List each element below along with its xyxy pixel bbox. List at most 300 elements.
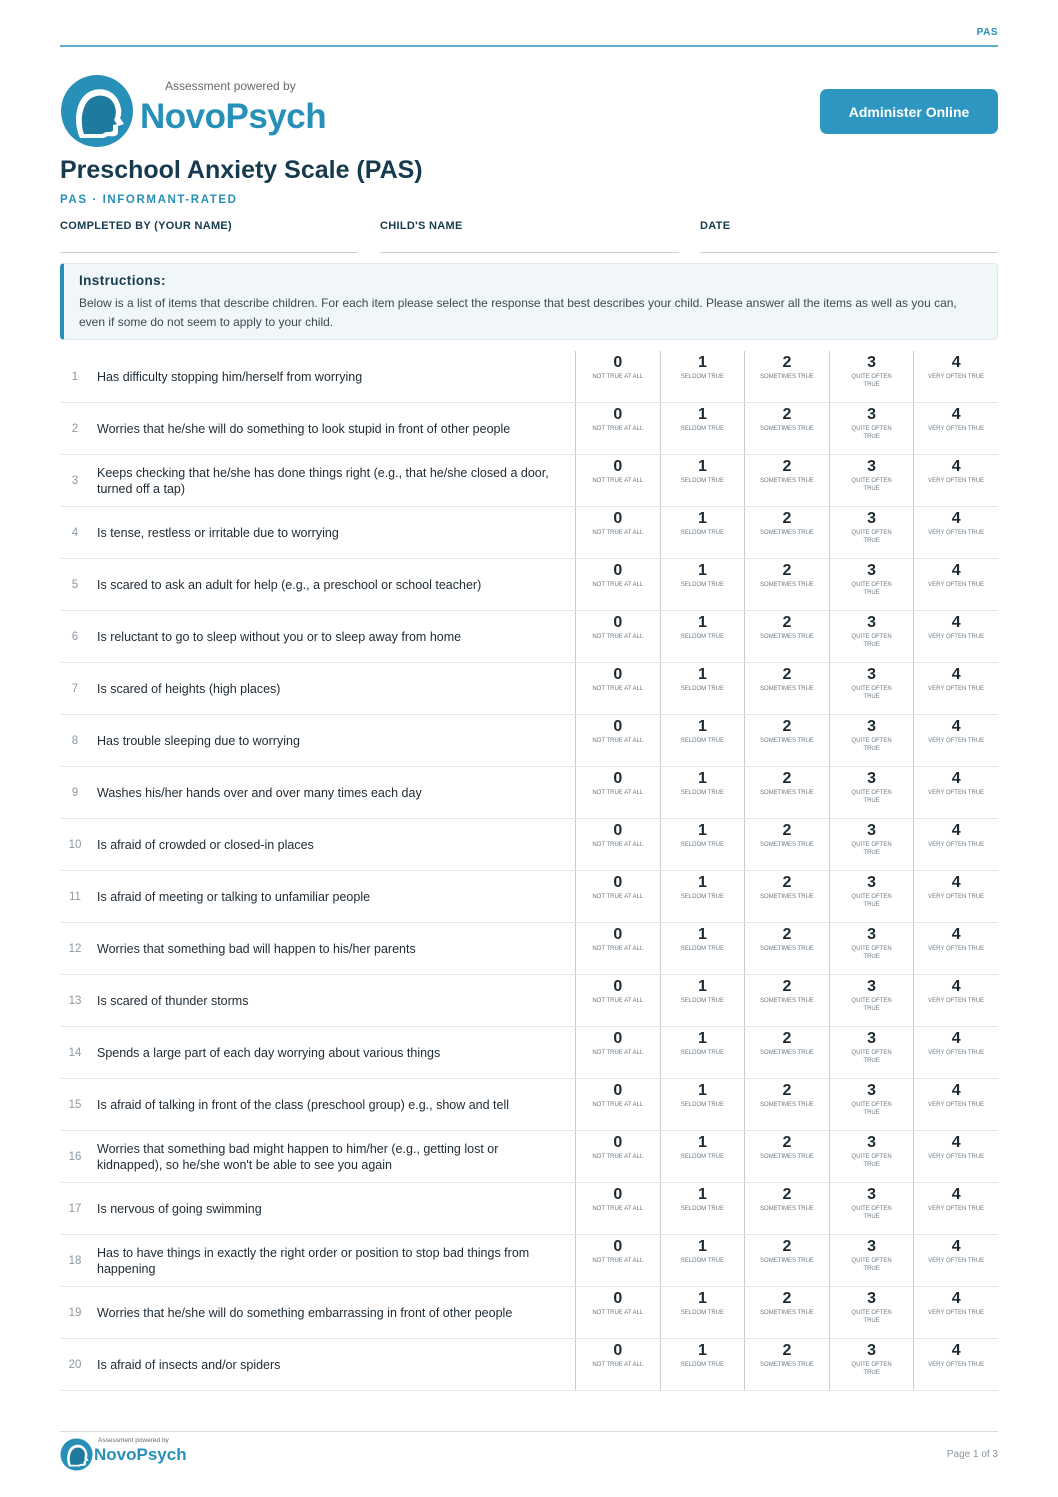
response-option-3[interactable] (829, 975, 914, 1026)
option-value: 2 (782, 614, 792, 631)
option-label: VERY OFTEN TRUE (928, 1206, 985, 1212)
question-number: 9 (71, 786, 79, 799)
response-option-3[interactable] (829, 715, 914, 766)
option-label: SOMETIMES TRUE (760, 790, 814, 796)
option-value: 2 (782, 458, 792, 475)
response-option-1[interactable] (660, 1027, 745, 1078)
response-option-4[interactable] (913, 1131, 998, 1182)
question-text: Keeps checking that he/she has done things right (e.g., that he/she closed a door, turned off a tap) (97, 465, 549, 496)
response-option-3[interactable] (829, 1079, 914, 1130)
response-option-3[interactable] (829, 767, 914, 818)
option-label: NOT TRUE AT ALL (592, 1206, 644, 1212)
option-value: 4 (951, 1082, 961, 1099)
option-label: NOT TRUE AT ALL (592, 1258, 644, 1264)
option-value: 2 (782, 1342, 792, 1359)
response-options (575, 611, 998, 662)
option-value: 4 (951, 926, 961, 943)
response-option-4[interactable] (913, 1287, 998, 1338)
question-number: 16 (68, 1150, 82, 1163)
response-option-1[interactable] (660, 767, 745, 818)
response-option-4[interactable] (913, 507, 998, 558)
question-number: 11 (69, 890, 81, 903)
child-name-field[interactable] (380, 220, 679, 253)
response-option-3[interactable] (829, 507, 914, 558)
option-value: 4 (951, 718, 961, 735)
response-option-3[interactable] (829, 403, 914, 454)
instructions-title: Instructions: (79, 273, 166, 288)
question-row (60, 1183, 998, 1235)
option-label: QUITE OFTEN TRUE (851, 1258, 892, 1272)
option-label: SOMETIMES TRUE (760, 1362, 814, 1368)
response-option-4[interactable] (913, 1183, 998, 1234)
option-label: QUITE OFTEN TRUE (851, 1102, 892, 1116)
response-option-3[interactable] (829, 663, 914, 714)
option-value: 1 (697, 1342, 707, 1359)
question-text: Spends a large part of each day worrying about various things (97, 1045, 441, 1060)
option-value: 0 (613, 1082, 623, 1099)
question-text: Is scared of thunder storms (97, 993, 249, 1008)
option-label: QUITE OFTEN TRUE (851, 1206, 892, 1220)
option-label: QUITE OFTEN TRUE (851, 998, 892, 1012)
option-value: 0 (613, 354, 623, 371)
response-option-1[interactable] (660, 923, 745, 974)
option-value: 1 (697, 1134, 707, 1151)
response-option-1[interactable] (660, 1235, 745, 1286)
option-label: QUITE OFTEN TRUE (851, 634, 892, 648)
response-option-1[interactable] (660, 351, 745, 402)
option-label: VERY OFTEN TRUE (928, 426, 985, 432)
option-label: QUITE OFTEN TRUE (851, 790, 892, 804)
response-option-0[interactable] (575, 611, 660, 662)
question-text: Is tense, restless or irritable due to worrying (97, 525, 339, 540)
question-number: 12 (68, 942, 82, 955)
response-option-2[interactable] (744, 663, 829, 714)
footer-rule (60, 1431, 998, 1432)
response-option-4[interactable] (913, 559, 998, 610)
option-value: 3 (867, 510, 877, 527)
option-label: SELDOM TRUE (680, 686, 724, 692)
option-value: 4 (951, 770, 961, 787)
option-label: NOT TRUE AT ALL (592, 1102, 644, 1108)
response-option-4[interactable] (913, 351, 998, 402)
option-label: NOT TRUE AT ALL (592, 738, 644, 744)
option-label: NOT TRUE AT ALL (592, 1362, 644, 1368)
option-value: 0 (613, 562, 623, 579)
option-value: 2 (782, 926, 792, 943)
response-option-3[interactable] (829, 455, 914, 506)
question-row (60, 975, 998, 1027)
option-value: 4 (951, 1030, 961, 1047)
question-number: 18 (68, 1254, 82, 1267)
response-option-2[interactable] (744, 403, 829, 454)
instructions-body: Below is a list of items that describe children. For each item please select the response that best describes your child. Please answer all the items as well as you can, even if some do not seem to apply to your child. (79, 296, 957, 329)
option-value: 4 (951, 1342, 961, 1359)
response-option-1[interactable] (660, 1183, 745, 1234)
option-label: QUITE OFTEN TRUE (851, 946, 892, 960)
option-label: NOT TRUE AT ALL (592, 1154, 644, 1160)
question-text: Has to have things in exactly the right order or position to stop bad things from happening (97, 1245, 530, 1276)
response-option-2[interactable] (744, 1131, 829, 1182)
question-row (60, 611, 998, 663)
response-option-2[interactable] (744, 871, 829, 922)
response-options (575, 663, 998, 714)
option-value: 1 (697, 874, 707, 891)
response-options (575, 767, 998, 818)
option-value: 0 (613, 1186, 623, 1203)
response-option-1[interactable] (660, 663, 745, 714)
response-option-1[interactable] (660, 715, 745, 766)
response-option-3[interactable] (829, 1339, 914, 1390)
response-option-2[interactable] (744, 559, 829, 610)
question-text: Is afraid of meeting or talking to unfamiliar people (97, 889, 371, 904)
option-value: 2 (782, 978, 792, 995)
question-row (60, 1339, 998, 1391)
question-text: Is afraid of talking in front of the class (preschool group) e.g., show and tell (97, 1097, 510, 1112)
response-option-2[interactable] (744, 923, 829, 974)
option-label: QUITE OFTEN TRUE (851, 374, 892, 388)
option-label: SELDOM TRUE (680, 946, 724, 952)
response-option-4[interactable] (913, 611, 998, 662)
response-option-4[interactable] (913, 767, 998, 818)
option-label: SOMETIMES TRUE (760, 1050, 814, 1056)
response-option-0[interactable] (575, 1287, 660, 1338)
response-option-4[interactable] (913, 1079, 998, 1130)
response-option-1[interactable] (660, 975, 745, 1026)
option-value: 3 (867, 770, 877, 787)
page-number: Page 1 of 3 (946, 1449, 998, 1460)
option-value: 3 (867, 1238, 877, 1255)
response-option-4[interactable] (913, 975, 998, 1026)
option-value: 4 (951, 822, 961, 839)
option-value: 4 (951, 614, 961, 631)
response-option-2[interactable] (744, 1183, 829, 1234)
question-text: Worries that something bad might happen to him/her (e.g., getting lost or kidnapped), so he/she won't be able to see you again (97, 1141, 499, 1172)
option-label: NOT TRUE AT ALL (592, 530, 644, 536)
response-option-3[interactable] (829, 871, 914, 922)
option-value: 3 (867, 978, 877, 995)
option-label: NOT TRUE AT ALL (592, 1050, 644, 1056)
response-option-0[interactable] (575, 871, 660, 922)
response-option-3[interactable] (829, 1027, 914, 1078)
logo-caption: Assessment powered by (165, 79, 296, 93)
option-value: 0 (613, 1238, 623, 1255)
response-option-2[interactable] (744, 819, 829, 870)
response-option-2[interactable] (744, 1287, 829, 1338)
question-number: 20 (68, 1358, 82, 1371)
response-options (575, 1079, 998, 1130)
item-list (60, 351, 998, 1391)
option-value: 1 (697, 354, 707, 371)
response-option-4[interactable] (913, 819, 998, 870)
response-options (575, 923, 998, 974)
question-number: 1 (71, 370, 79, 383)
option-label: SELDOM TRUE (680, 1102, 724, 1108)
option-label: SELDOM TRUE (680, 582, 724, 588)
response-option-0[interactable] (575, 351, 660, 402)
option-value: 4 (951, 406, 961, 423)
response-option-4[interactable] (913, 715, 998, 766)
option-label: VERY OFTEN TRUE (928, 894, 985, 900)
option-value: 2 (782, 874, 792, 891)
response-option-2[interactable] (744, 1079, 829, 1130)
question-text: Is reluctant to go to sleep without you or to sleep away from home (97, 629, 462, 644)
question-text: Has difficulty stopping him/herself from worrying (97, 369, 363, 384)
response-option-1[interactable] (660, 1079, 745, 1130)
response-option-4[interactable] (913, 455, 998, 506)
response-options (575, 1287, 998, 1338)
response-option-0[interactable] (575, 1027, 660, 1078)
question-text: Is scared to ask an adult for help (e.g., a preschool or school teacher) (97, 577, 482, 592)
response-option-2[interactable] (744, 351, 829, 402)
option-value: 2 (782, 1238, 792, 1255)
option-label: QUITE OFTEN TRUE (851, 686, 892, 700)
response-option-1[interactable] (660, 1131, 745, 1182)
response-options (575, 871, 998, 922)
response-option-2[interactable] (744, 715, 829, 766)
response-option-2[interactable] (744, 975, 829, 1026)
option-value: 1 (697, 1186, 707, 1203)
response-option-4[interactable] (913, 871, 998, 922)
option-label: VERY OFTEN TRUE (928, 946, 985, 952)
option-value: 3 (867, 1342, 877, 1359)
option-label: VERY OFTEN TRUE (928, 530, 985, 536)
option-label: NOT TRUE AT ALL (592, 686, 644, 692)
option-value: 0 (613, 822, 623, 839)
response-option-0[interactable] (575, 455, 660, 506)
option-label: SELDOM TRUE (680, 1258, 724, 1264)
footer-logo (60, 1436, 190, 1472)
option-value: 0 (613, 926, 623, 943)
question-text: Is afraid of crowded or closed-in places (97, 837, 314, 852)
question-row (60, 1235, 998, 1287)
response-option-0[interactable] (575, 1079, 660, 1130)
response-option-1[interactable] (660, 559, 745, 610)
response-option-3[interactable] (829, 1183, 914, 1234)
option-label: NOT TRUE AT ALL (592, 582, 644, 588)
response-option-0[interactable] (575, 403, 660, 454)
option-label: QUITE OFTEN TRUE (851, 842, 892, 856)
option-label: VERY OFTEN TRUE (928, 790, 985, 796)
response-options (575, 975, 998, 1026)
footer-head-icon (60, 1438, 94, 1471)
option-value: 4 (951, 1134, 961, 1151)
response-option-0[interactable] (575, 767, 660, 818)
option-label: SOMETIMES TRUE (760, 1154, 814, 1160)
question-number: 8 (71, 734, 79, 747)
question-text: Worries that something bad will happen to his/her parents (97, 941, 416, 956)
response-option-0[interactable] (575, 1339, 660, 1390)
option-label: QUITE OFTEN TRUE (851, 894, 892, 908)
option-label: SELDOM TRUE (680, 478, 724, 484)
question-row (60, 559, 998, 611)
page-subtitle: PAS · INFORMANT-RATED (60, 194, 238, 206)
question-number: 14 (68, 1046, 82, 1059)
option-value: 2 (782, 1082, 792, 1099)
response-option-3[interactable] (829, 1131, 914, 1182)
question-text: Is nervous of going swimming (97, 1201, 262, 1216)
option-value: 2 (782, 822, 792, 839)
response-option-1[interactable] (660, 611, 745, 662)
response-option-1[interactable] (660, 1339, 745, 1390)
option-label: NOT TRUE AT ALL (592, 426, 644, 432)
option-value: 1 (697, 406, 707, 423)
response-option-2[interactable] (744, 767, 829, 818)
response-options (575, 1027, 998, 1078)
option-label: SOMETIMES TRUE (760, 426, 814, 432)
administer-online-button[interactable]: Administer Online (820, 89, 998, 134)
footer-logo-wordmark: NovoPsych (94, 1445, 187, 1464)
response-option-3[interactable] (829, 611, 914, 662)
option-label: VERY OFTEN TRUE (928, 738, 985, 744)
option-value: 3 (867, 1134, 877, 1151)
response-option-1[interactable] (660, 455, 745, 506)
option-value: 3 (867, 1030, 877, 1047)
response-options (575, 403, 998, 454)
response-options (575, 1183, 998, 1234)
option-label: QUITE OFTEN TRUE (851, 1310, 892, 1324)
question-number: 6 (71, 630, 79, 643)
option-label: VERY OFTEN TRUE (928, 1102, 985, 1108)
option-value: 0 (613, 1134, 623, 1151)
option-label: SOMETIMES TRUE (760, 374, 814, 380)
question-text: Is afraid of insects and/or spiders (97, 1357, 281, 1372)
response-option-3[interactable] (829, 1235, 914, 1286)
option-value: 2 (782, 770, 792, 787)
option-label: SOMETIMES TRUE (760, 1206, 814, 1212)
response-option-3[interactable] (829, 819, 914, 870)
option-value: 3 (867, 406, 877, 423)
option-label: SOMETIMES TRUE (760, 946, 814, 952)
response-option-3[interactable] (829, 1287, 914, 1338)
response-options (575, 1131, 998, 1182)
option-label: VERY OFTEN TRUE (928, 1154, 985, 1160)
option-value: 3 (867, 614, 877, 631)
option-value: 2 (782, 1030, 792, 1047)
response-option-0[interactable] (575, 559, 660, 610)
response-option-0[interactable] (575, 819, 660, 870)
option-label: QUITE OFTEN TRUE (851, 582, 892, 596)
option-value: 0 (613, 1030, 623, 1047)
response-option-2[interactable] (744, 1027, 829, 1078)
response-option-1[interactable] (660, 403, 745, 454)
option-value: 3 (867, 666, 877, 683)
question-text: Worries that he/she will do something to look stupid in front of other people (97, 421, 511, 436)
response-option-3[interactable] (829, 351, 914, 402)
option-label: NOT TRUE AT ALL (592, 842, 644, 848)
response-option-1[interactable] (660, 507, 745, 558)
option-value: 3 (867, 1290, 877, 1307)
response-option-0[interactable] (575, 1131, 660, 1182)
response-option-0[interactable] (575, 663, 660, 714)
option-label: SOMETIMES TRUE (760, 686, 814, 692)
option-label: SELDOM TRUE (680, 790, 724, 796)
response-option-1[interactable] (660, 871, 745, 922)
option-label: VERY OFTEN TRUE (928, 374, 985, 380)
response-option-0[interactable] (575, 1183, 660, 1234)
response-option-2[interactable] (744, 1235, 829, 1286)
option-label: SELDOM TRUE (680, 1362, 724, 1368)
option-label: QUITE OFTEN TRUE (851, 1154, 892, 1168)
option-label: VERY OFTEN TRUE (928, 842, 985, 848)
instructions-box (60, 263, 998, 340)
response-option-1[interactable] (660, 819, 745, 870)
option-label: SOMETIMES TRUE (760, 998, 814, 1004)
response-option-4[interactable] (913, 1027, 998, 1078)
response-option-2[interactable] (744, 455, 829, 506)
option-label: VERY OFTEN TRUE (928, 998, 985, 1004)
response-options (575, 455, 998, 506)
option-label: VERY OFTEN TRUE (928, 478, 985, 484)
option-label: QUITE OFTEN TRUE (851, 738, 892, 752)
response-option-4[interactable] (913, 403, 998, 454)
option-value: 3 (867, 562, 877, 579)
option-label: SELDOM TRUE (680, 738, 724, 744)
response-option-2[interactable] (744, 611, 829, 662)
option-value: 0 (613, 1290, 623, 1307)
response-option-2[interactable] (744, 507, 829, 558)
question-row (60, 403, 998, 455)
response-option-0[interactable] (575, 715, 660, 766)
response-option-3[interactable] (829, 559, 914, 610)
option-value: 1 (697, 926, 707, 943)
response-option-4[interactable] (913, 1339, 998, 1390)
header-tag: PAS (976, 27, 998, 38)
date-field[interactable] (700, 220, 998, 253)
question-number: 10 (68, 838, 82, 851)
option-value: 3 (867, 354, 877, 371)
option-label: VERY OFTEN TRUE (928, 634, 985, 640)
option-value: 1 (697, 666, 707, 683)
response-option-2[interactable] (744, 1339, 829, 1390)
response-option-4[interactable] (913, 1235, 998, 1286)
option-value: 1 (697, 1030, 707, 1047)
option-value: 3 (867, 926, 877, 943)
completed-by-field[interactable] (60, 220, 358, 253)
option-label: SOMETIMES TRUE (760, 842, 814, 848)
option-value: 4 (951, 562, 961, 579)
option-value: 0 (613, 666, 623, 683)
option-label: SOMETIMES TRUE (760, 582, 814, 588)
question-number: 3 (71, 474, 79, 487)
option-label: NOT TRUE AT ALL (592, 478, 644, 484)
option-label: NOT TRUE AT ALL (592, 1310, 644, 1316)
response-option-4[interactable] (913, 663, 998, 714)
option-label: NOT TRUE AT ALL (592, 946, 644, 952)
option-label: SOMETIMES TRUE (760, 738, 814, 744)
option-value: 4 (951, 1290, 961, 1307)
question-row (60, 1027, 998, 1079)
response-option-0[interactable] (575, 975, 660, 1026)
option-value: 0 (613, 510, 623, 527)
option-label: VERY OFTEN TRUE (928, 686, 985, 692)
response-options (575, 715, 998, 766)
response-option-0[interactable] (575, 1235, 660, 1286)
option-label: QUITE OFTEN TRUE (851, 426, 892, 440)
option-label: SOMETIMES TRUE (760, 634, 814, 640)
response-option-1[interactable] (660, 1287, 745, 1338)
response-option-0[interactable] (575, 507, 660, 558)
page-title: Preschool Anxiety Scale (PAS) (60, 156, 423, 184)
response-option-4[interactable] (913, 923, 998, 974)
date-label: DATE (700, 220, 731, 232)
option-value: 1 (697, 562, 707, 579)
response-option-0[interactable] (575, 923, 660, 974)
question-number: 5 (71, 578, 79, 591)
response-option-3[interactable] (829, 923, 914, 974)
option-label: SELDOM TRUE (680, 998, 724, 1004)
option-value: 0 (613, 406, 623, 423)
completed-by-label: COMPLETED BY (YOUR NAME) (60, 220, 233, 232)
